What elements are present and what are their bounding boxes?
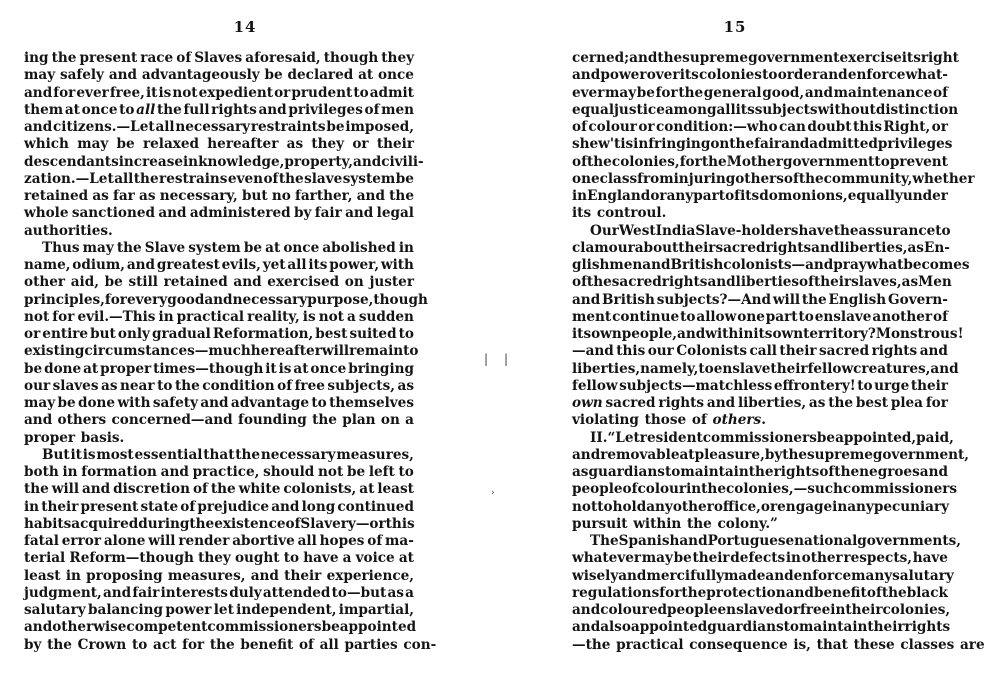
text-line: —and this our Colonists call their sacred rights and (572, 343, 948, 360)
page-number: 14 (233, 18, 257, 36)
text-line: fellow subjects—matchless effrontery! to urge their (572, 377, 948, 394)
text-line: principles, for every good and necessary purpose, though (24, 291, 428, 308)
text-line: may be done with safety and advantage to themselves (24, 395, 414, 411)
text-line: whatever may be their defects in other respects, have (572, 550, 948, 567)
text-line: —the practical consequence is, that these classes are (572, 636, 985, 653)
text-line: existing circumstances—much hereafter will remain to (24, 343, 419, 360)
text-line: fatal error alone will render abortive all hopes of ma- (24, 533, 414, 549)
text-line: people of colour in the colonies,—such commissioners (572, 481, 958, 498)
text-line: in England or any part of its domonions, equally under (572, 188, 948, 204)
text-line: own sacred rights and liberties, as the best plea for (572, 395, 948, 411)
text-line: least in proposing measures, and their experience, (24, 567, 414, 584)
text-column (572, 50, 985, 654)
text-line: and power over its colonies to order and enforce what- (572, 67, 948, 84)
text-line: wisely and mercifully made and enforce many salutary (572, 567, 954, 584)
page-number: 15 (723, 18, 747, 36)
text-line: descendants increase in knowledge, property, and civili- (24, 153, 424, 170)
text-line: retained as far as necessary, but no farther, and the (24, 188, 414, 204)
text-line: and also appointed guardians to maintain their rights (572, 619, 951, 636)
text-line: and others concerned—and founding the plan on a (24, 412, 414, 429)
text-line: and coloured people enslaved or free in their colonies, (572, 602, 951, 618)
text-line: zation.—Let all the restrains even of the slave system be (24, 170, 414, 187)
text-line: shew 'tis infringing on the fair and admitted privileges (572, 136, 953, 153)
text-line: them at once to all the full rights and privileges of men (24, 101, 414, 118)
text-line: cerned; and the supreme government exercise its right (572, 50, 959, 66)
text-line: But it is most essential that the necessary measures, (42, 446, 414, 463)
text-line: pursuit within the colony.” (572, 515, 778, 532)
text-line: and citizens.—Let all necessary restraints be imposed, (24, 119, 414, 135)
text-line: of the colonies, for the Mother government to prevent (572, 153, 948, 170)
text-line: glishmen and British colonists—and pray what becomes (572, 257, 970, 273)
text-line: Thus may the Slave system be at once abolished in (42, 239, 414, 256)
text-line: not to hold any other office, or engage in any pecuniary (572, 498, 950, 515)
text-line: and for ever free, it is not expedient or prudent to admit (24, 84, 414, 101)
text-line: in their present state of prejudice and long continued (24, 498, 414, 515)
text-line: II. “ Let resident commissioners be appointed, paid, (590, 429, 954, 446)
text-line: not for evil.—This in practical reality, is not a sudden (24, 308, 414, 325)
text-line: salutary balancing power let independent, impartial, (24, 602, 414, 618)
text-line: judgment, and fair interests duly attended to—but as a (24, 584, 414, 601)
right-page (490, 0, 985, 678)
text-line: authorities. (24, 222, 113, 239)
text-line: clamour about their sacred rights and liberties, as En- (572, 239, 950, 256)
text-line: both in formation and practice, should not be left to (24, 464, 414, 480)
gutter-mark: › (491, 488, 495, 498)
text-line: proper basis. (24, 429, 125, 446)
text-line: ever may be for the general good, and maintenance of (572, 84, 948, 101)
text-line: of the sacred rights and liberties of their slaves, as Men (572, 274, 952, 291)
text-line: its own people, and within its own territory? Monstrous! (572, 326, 964, 342)
text-line: liberties, namely, to enslave their fellow creatures, and (572, 360, 959, 377)
text-line: and British subjects?—And will the English Govern- (572, 291, 948, 308)
text-column (24, 50, 437, 654)
text-line: the will and discretion of the white colonists, at least (24, 481, 414, 498)
text-line: may safely and advantageously be declared at once (24, 67, 414, 84)
text-line: habits acquired during the existence of Slavery—or this (24, 515, 415, 532)
text-line: The Spanish and Portuguese national governments, (590, 533, 961, 549)
text-line: by the Crown to act for the benefit of all parties con- (24, 636, 437, 653)
text-line: of colour or condition:—who can doubt this Right, or (572, 119, 948, 135)
text-line: as guardians to maintain the rights of the negroes and (572, 464, 948, 480)
text-line: terial Reform—though they ought to have a voice at (24, 550, 414, 567)
text-line: whole sanctioned and administered by fair and legal (24, 205, 414, 222)
text-line: regulations for the protection and benefit of the black (572, 584, 948, 601)
text-line: and otherwise competent commissioners be appointed (24, 619, 417, 636)
text-line: ment continue to allow one part to enslave another of (572, 308, 948, 325)
text-line: or entire but only gradual Reformation, best suited to (24, 326, 414, 342)
text-line: equal justice among all its subjects without distinction (572, 101, 959, 118)
text-line: our slaves as near to the condition of free subjects, as (24, 377, 414, 394)
text-line: one class from injuring others of the community, whether (572, 170, 975, 187)
text-line: its controul. (572, 205, 667, 222)
text-line: Our West India Slave-holders have the assurance to (590, 222, 951, 239)
text-line: which may be relaxed hereafter as they or their (24, 136, 414, 153)
gutter-mark: | (504, 352, 509, 366)
text-line: violating those of others. (572, 412, 766, 429)
gutter-mark: | (484, 352, 489, 366)
text-line: ing the present race of Slaves aforesaid, though they (24, 50, 414, 66)
text-line: be done at proper times—though it is at once bringing (24, 360, 414, 377)
text-line: other aid, be still retained and exercised on juster (24, 274, 414, 291)
text-line: and removable at pleasure, by the supreme government, (572, 446, 970, 463)
text-line: name, odium, and greatest evils, yet all its power, with (24, 257, 414, 273)
left-page (0, 0, 490, 678)
